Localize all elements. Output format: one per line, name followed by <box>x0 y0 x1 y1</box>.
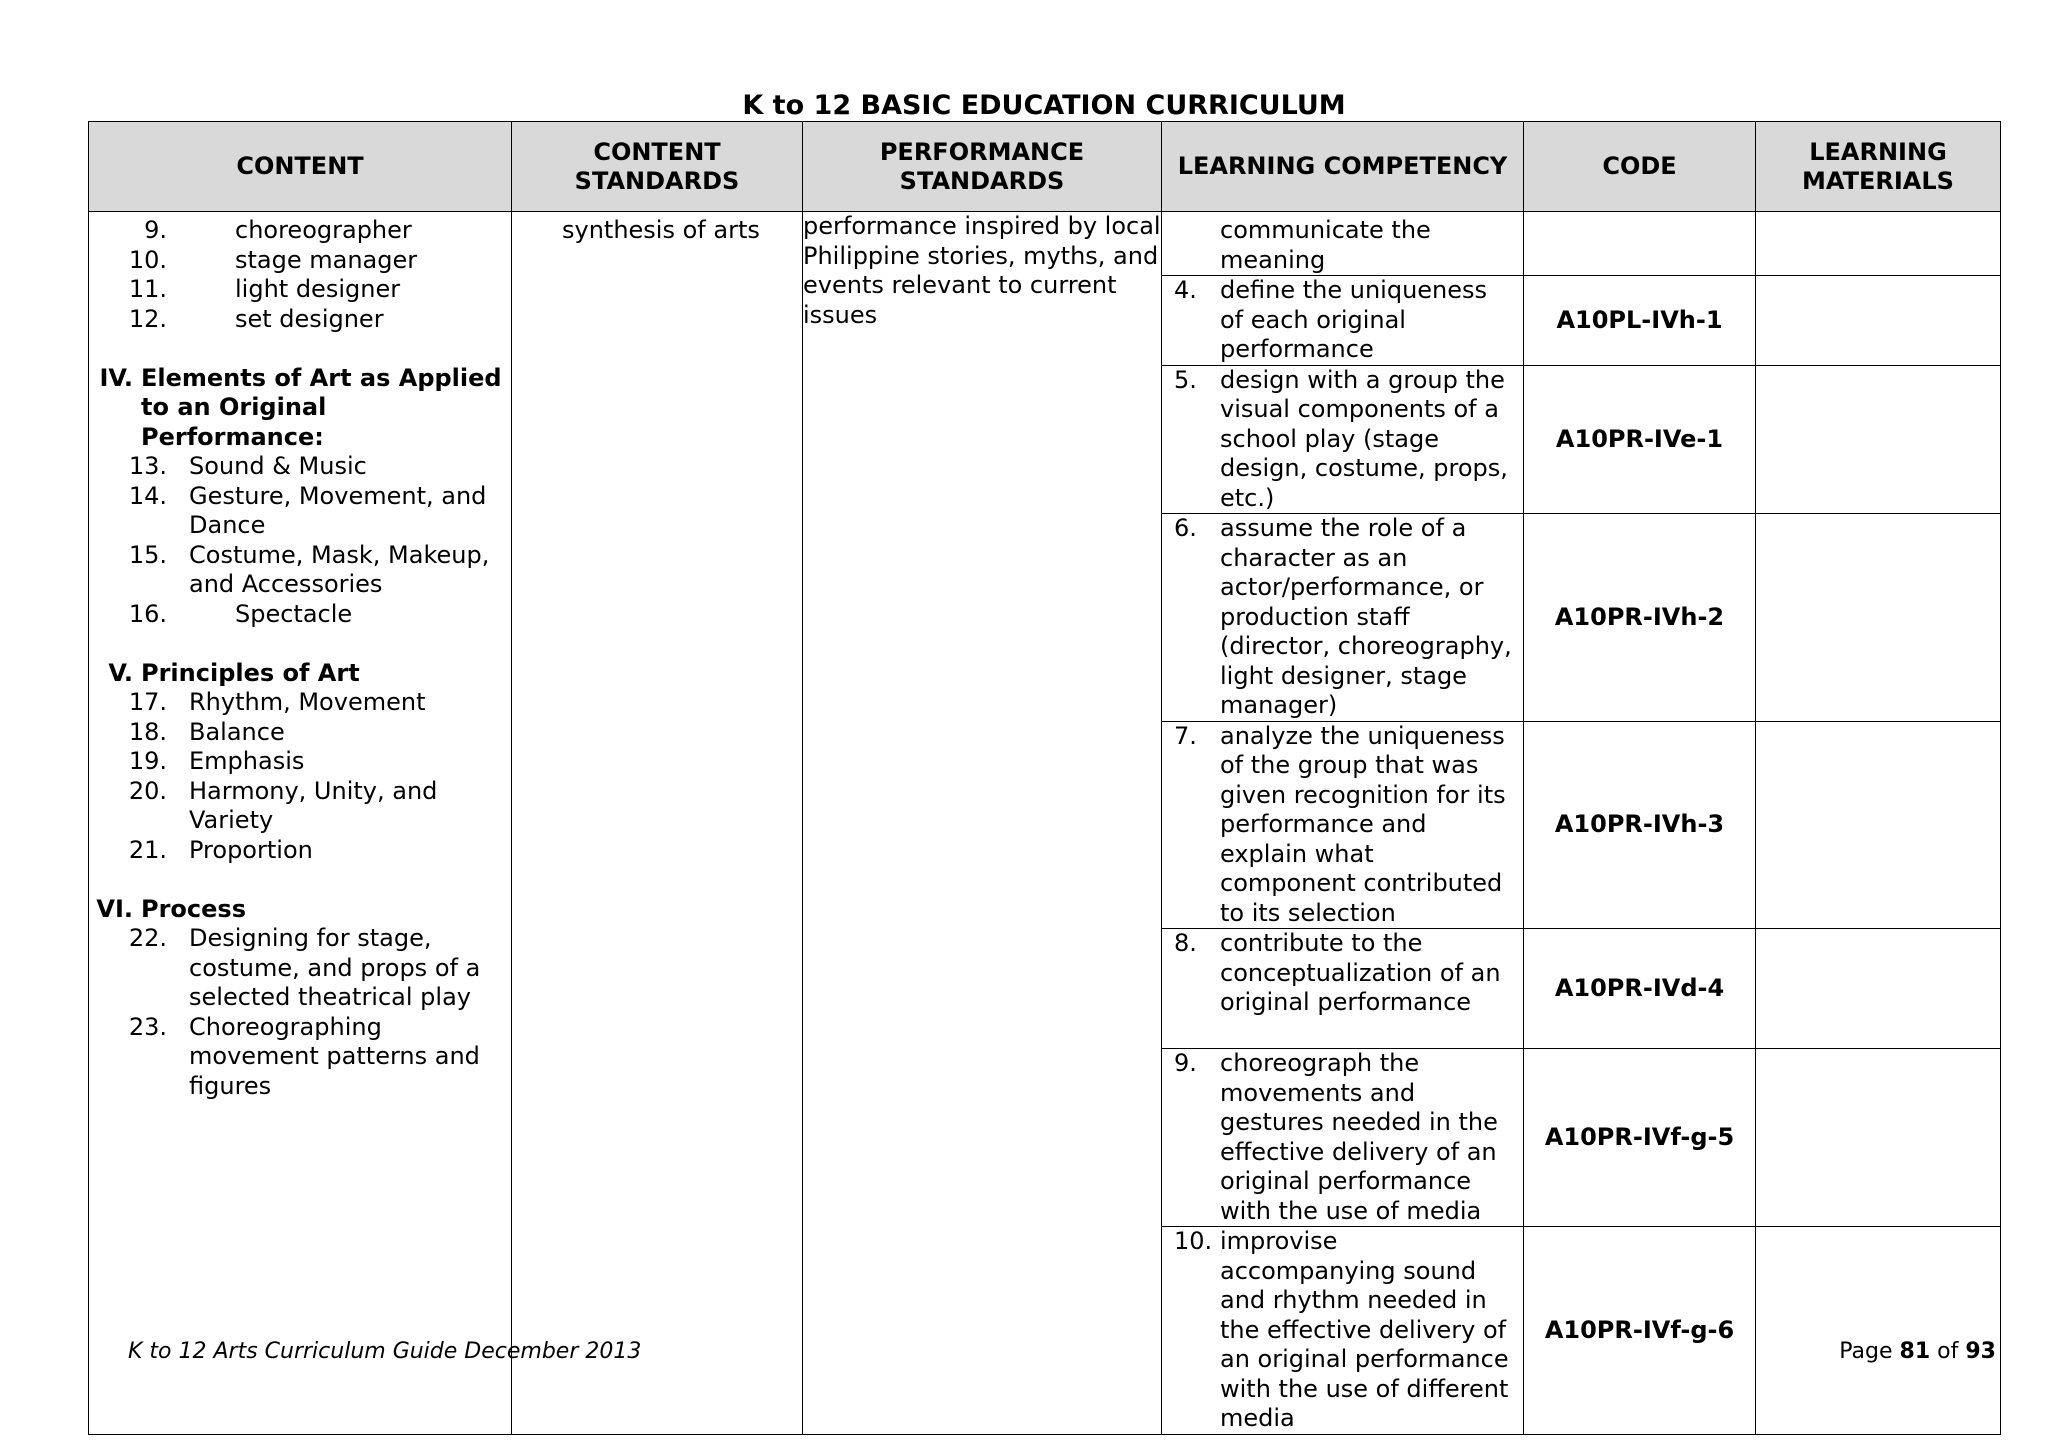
page-number <box>1839 1339 1996 1364</box>
competency-item <box>1162 1227 1523 1434</box>
learning-competency-cell <box>1162 365 1524 514</box>
spacer <box>89 865 511 895</box>
page-total: 93 <box>1965 1339 1996 1364</box>
competency-item <box>1162 722 1523 929</box>
page-prefix: Page <box>1839 1339 1893 1364</box>
content-item-number: 12. <box>128 304 167 333</box>
code-cell: A10PR-IVf-g-6 <box>1524 1227 1756 1435</box>
learning-materials-cell <box>1756 365 2001 514</box>
content-item-text: Gesture, Movement, and Dance <box>189 481 487 539</box>
content-item <box>89 924 511 1013</box>
header-content: CONTENT <box>89 122 512 212</box>
content-standards-cell: synthesis of arts <box>512 212 803 1435</box>
document-title: K to 12 BASIC EDUCATION CURRICULUM <box>742 90 1346 121</box>
learning-materials-cell <box>1756 276 2001 366</box>
content-item-number: 11. <box>128 275 167 303</box>
content-item <box>89 482 511 541</box>
content-item-number: 14. <box>128 481 167 510</box>
content-section-heading <box>89 895 511 925</box>
content-item-text: Costume, Mask, Makeup, and Accessories <box>189 540 490 598</box>
code-cell: A10PR-IVd-4 <box>1524 929 1756 1049</box>
content-item-text: choreographer <box>235 216 412 244</box>
content-item <box>89 275 511 305</box>
competency-number: 6. <box>1174 514 1197 542</box>
content-item-text: Rhythm, Movement <box>189 688 426 716</box>
competency-text: contribute to the conceptualization of an original performance <box>1220 929 1501 1016</box>
content-item <box>89 718 511 748</box>
content-cell <box>89 212 512 1435</box>
content-section-heading <box>89 364 511 453</box>
competency-item <box>1162 514 1523 721</box>
content-item <box>89 305 511 335</box>
content-item-number: 10. <box>128 245 167 274</box>
spacer <box>89 629 511 659</box>
content-item-number: 9. <box>144 216 167 244</box>
content-item-number: 13. <box>128 452 167 480</box>
learning-materials-cell <box>1756 212 2001 276</box>
content-item-number: 15. <box>128 540 167 569</box>
learning-materials-cell <box>1756 721 2001 929</box>
content-item-number: 16. <box>128 599 167 628</box>
content-item <box>89 452 511 482</box>
competency-text: assume the role of a character as an actor/performance, or production staff (director, choreography, light designer, stage manager) <box>1220 514 1512 719</box>
table-row <box>89 212 2001 276</box>
competency-item <box>1162 276 1523 365</box>
section-numeral: IV. <box>99 363 133 392</box>
competency-text: improvise accompanying sound and rhythm needed in the effective delivery of an original performance with the use of different media <box>1220 1227 1509 1432</box>
spacer <box>89 334 511 364</box>
content-list <box>89 212 511 1101</box>
learning-competency-cell <box>1162 212 1524 276</box>
code-cell: A10PR-IVe-1 <box>1524 365 1756 514</box>
competency-item <box>1162 212 1523 275</box>
content-item <box>89 600 511 630</box>
content-item-text: Choreographing movement patterns and figures <box>189 1012 480 1100</box>
content-section-heading <box>89 659 511 689</box>
learning-competency-cell <box>1162 1227 1524 1435</box>
footer-guide-label: K to 12 Arts Curriculum Guide December 2013 <box>128 1339 642 1364</box>
header-performance-standards: PERFORMANCE STANDARDS <box>803 122 1162 212</box>
competency-text: design with a group the visual components of a school play (stage design, costume, props, etc.) <box>1220 365 1508 512</box>
content-item <box>89 777 511 836</box>
performance-standards-cell: performance inspired by local Philippine stories, myths, and events relevant to current issues <box>803 212 1162 1435</box>
learning-materials-cell <box>1756 1227 2001 1435</box>
competency-number: 5. <box>1174 365 1197 394</box>
section-numeral: V. <box>108 658 133 687</box>
content-item <box>89 216 511 246</box>
code-cell <box>1524 212 1756 276</box>
content-item-text: stage manager <box>235 245 418 274</box>
competency-text: analyze the uniqueness of the group that was given recognition for its performance and explain what component contributed to its selection <box>1220 721 1506 927</box>
header-row <box>89 122 2001 212</box>
learning-materials-cell <box>1756 929 2001 1049</box>
learning-competency-cell <box>1162 721 1524 929</box>
code-cell: A10PR-IVf-g-5 <box>1524 1049 1756 1227</box>
code-cell: A10PR-IVh-3 <box>1524 721 1756 929</box>
code-cell: A10PL-IVh-1 <box>1524 276 1756 366</box>
code-cell: A10PR-IVh-2 <box>1524 514 1756 722</box>
competency-item <box>1162 366 1523 514</box>
competency-text: define the uniqueness of each original performance <box>1220 276 1488 363</box>
content-item-number: 19. <box>128 747 167 775</box>
learning-materials-cell <box>1756 1049 2001 1227</box>
content-item-number: 20. <box>128 776 167 805</box>
content-item <box>89 836 511 866</box>
content-item <box>89 541 511 600</box>
content-item-number: 22. <box>128 924 167 952</box>
competency-number: 7. <box>1174 721 1197 750</box>
learning-materials-cell <box>1756 514 2001 722</box>
competency-number <box>1174 216 1220 275</box>
content-item <box>89 246 511 276</box>
learning-competency-cell <box>1162 1049 1524 1227</box>
content-item-number: 17. <box>128 688 167 716</box>
content-item-text: set designer <box>235 304 384 333</box>
content-item-text: Sound & Music <box>189 452 367 480</box>
learning-competency-cell <box>1162 276 1524 366</box>
header-code: CODE <box>1524 122 1756 212</box>
competency-number: 4. <box>1174 276 1197 304</box>
section-title: Process <box>141 894 246 923</box>
content-item-text: Harmony, Unity, and Variety <box>189 776 438 834</box>
header-learning-materials: LEARNING MATERIALS <box>1756 122 2001 212</box>
competency-number: 10. <box>1174 1227 1213 1255</box>
competency-number: 9. <box>1174 1049 1197 1077</box>
content-item-number: 21. <box>128 835 167 864</box>
section-title: Elements of Art as Applied to an Original Performance: <box>141 363 502 451</box>
content-item-text: Spectacle <box>235 599 353 628</box>
competency-number: 8. <box>1174 929 1197 957</box>
content-item <box>89 688 511 718</box>
competency-text: communicate the meaning <box>1220 216 1431 274</box>
header-learning-competency: LEARNING COMPETENCY <box>1162 122 1524 212</box>
header-content-standards: CONTENT STANDARDS <box>512 122 803 212</box>
curriculum-table <box>88 121 2001 1435</box>
learning-competency-cell <box>1162 929 1524 1049</box>
section-numeral: VI. <box>96 894 133 923</box>
page-current: 81 <box>1899 1339 1931 1364</box>
content-item-number: 23. <box>128 1012 167 1041</box>
content-item-text: light designer <box>235 275 401 303</box>
content-item-text: Designing for stage, costume, and props of a selected theatrical play <box>189 924 481 1011</box>
content-item-text: Proportion <box>189 835 313 864</box>
competency-item <box>1162 1049 1523 1226</box>
content-item-text: Emphasis <box>189 747 305 775</box>
content-item-text: Balance <box>189 717 285 746</box>
section-title: Principles of Art <box>141 658 360 687</box>
content-item <box>89 747 511 777</box>
learning-competency-cell <box>1162 514 1524 722</box>
competency-item <box>1162 929 1523 1018</box>
page-of: of <box>1937 1339 1959 1364</box>
content-item <box>89 1013 511 1102</box>
content-item-number: 18. <box>128 717 167 746</box>
competency-text: choreograph the movements and gestures needed in the effective delivery of an original performance with the use of media <box>1220 1049 1498 1225</box>
